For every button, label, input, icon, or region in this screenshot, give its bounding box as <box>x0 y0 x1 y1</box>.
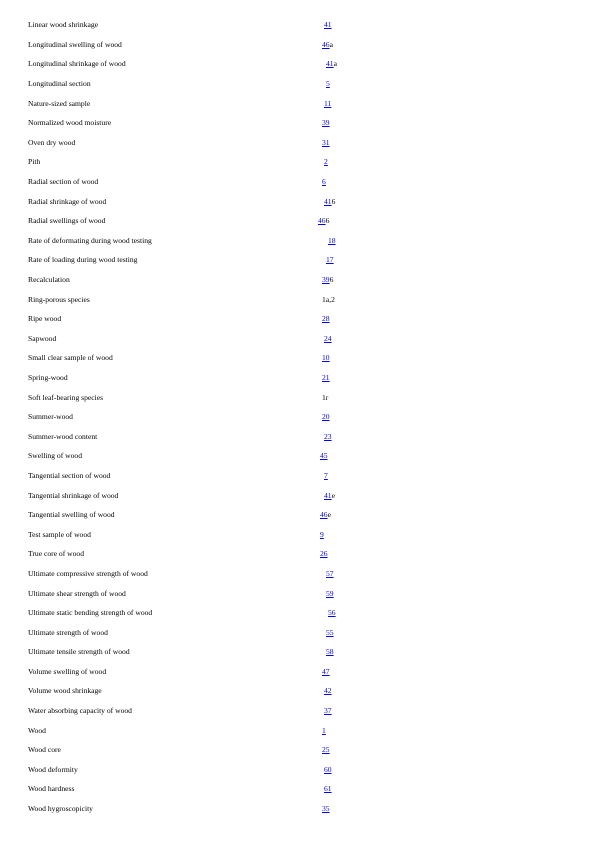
reference-link[interactable]: 46 <box>322 39 330 49</box>
index-term: Wood deformity <box>28 764 78 774</box>
index-entry <box>28 583 568 603</box>
index-term: Longitudinal shrinkage of wood <box>28 59 126 69</box>
index-reference <box>316 393 328 402</box>
reference-link[interactable]: 6 <box>322 177 326 187</box>
reference-link[interactable]: 41 <box>324 490 332 500</box>
index-term: Radial swellings of wood <box>28 216 106 226</box>
index-reference <box>316 432 332 441</box>
reference-number: 1 <box>322 392 326 402</box>
index-term: True core of wood <box>28 549 85 559</box>
index-reference <box>316 353 330 362</box>
reference-suffix: 6 <box>329 275 334 285</box>
reference-link[interactable]: 41 <box>324 20 332 30</box>
reference-link[interactable]: 35 <box>322 804 330 814</box>
reference-number: 1 <box>322 294 326 304</box>
index-entry <box>28 622 568 642</box>
index-reference <box>316 275 333 284</box>
index-entry <box>28 564 568 584</box>
index-entry <box>28 740 568 760</box>
index-term: Ripe wood <box>28 314 62 324</box>
index-term: Volume swelling of wood <box>28 666 107 676</box>
index-entry <box>28 407 568 427</box>
index-entry <box>28 54 568 74</box>
index-entry <box>28 779 568 799</box>
reference-link[interactable]: 20 <box>322 412 330 422</box>
index-term: Nature-sized sample <box>28 98 91 108</box>
index-reference <box>316 726 326 735</box>
index-term: Radial shrinkage of wood <box>28 196 107 206</box>
reference-link[interactable]: 42 <box>324 686 332 696</box>
index-entry <box>28 368 568 388</box>
index-entry <box>28 231 568 251</box>
reference-link[interactable]: 9 <box>320 529 324 539</box>
reference-link[interactable]: 61 <box>324 784 332 794</box>
index-term: Swelling of wood <box>28 451 82 461</box>
index-term: Small clear sample of wood <box>28 353 113 363</box>
index-reference <box>316 608 336 617</box>
index-term: Tangential section of wood <box>28 470 111 480</box>
index-list <box>28 15 568 818</box>
reference-link[interactable]: 46 <box>320 510 328 520</box>
index-reference <box>316 295 335 304</box>
reference-link[interactable]: 10 <box>322 353 330 363</box>
index-entry <box>28 387 568 407</box>
reference-link[interactable]: 55 <box>326 627 334 637</box>
index-reference <box>316 334 332 343</box>
reference-link[interactable]: 11 <box>324 98 332 108</box>
index-term: Linear wood shrinkage <box>28 20 99 30</box>
reference-link[interactable]: 5 <box>326 79 330 89</box>
index-term: Ultimate compressive strength of wood <box>28 568 148 578</box>
index-entry <box>28 426 568 446</box>
index-reference <box>316 745 330 754</box>
index-reference <box>316 784 332 793</box>
index-entry <box>28 211 568 231</box>
index-entry <box>28 524 568 544</box>
reference-link[interactable]: 2 <box>324 157 328 167</box>
index-entry <box>28 466 568 486</box>
index-reference <box>316 451 328 460</box>
index-reference <box>316 197 335 206</box>
index-term: Wood <box>28 725 46 735</box>
index-reference <box>316 177 326 186</box>
index-term: Summer-wood <box>28 412 73 422</box>
index-term: Pith <box>28 157 41 167</box>
index-term: Soft leaf-bearing species <box>28 392 104 402</box>
index-term: Radial section of wood <box>28 177 99 187</box>
reference-suffix: e <box>331 490 335 500</box>
reference-link[interactable]: 41 <box>324 196 332 206</box>
index-entry <box>28 603 568 623</box>
index-entry <box>28 270 568 290</box>
index-term: Tangential shrinkage of wood <box>28 490 119 500</box>
index-entry <box>28 720 568 740</box>
index-reference <box>316 138 330 147</box>
reference-link[interactable]: 46 <box>318 216 326 226</box>
index-entry <box>28 152 568 172</box>
reference-link[interactable]: 57 <box>326 568 334 578</box>
index-term: Spring-wood <box>28 372 68 382</box>
reference-link[interactable]: 18 <box>328 235 336 245</box>
index-entry <box>28 309 568 329</box>
index-reference <box>316 706 332 715</box>
index-entry <box>28 15 568 35</box>
index-term: Test sample of wood <box>28 529 91 539</box>
index-reference <box>316 647 334 656</box>
reference-link[interactable]: 37 <box>324 706 332 716</box>
reference-link[interactable]: 47 <box>322 666 330 676</box>
reference-link[interactable]: 39 <box>322 275 330 285</box>
index-entry <box>28 93 568 113</box>
reference-link[interactable]: 7 <box>324 470 328 480</box>
reference-link[interactable]: 17 <box>326 255 334 265</box>
reference-link[interactable]: 31 <box>322 137 330 147</box>
index-entry <box>28 74 568 94</box>
index-reference <box>316 667 330 676</box>
index-entry <box>28 329 568 349</box>
reference-link[interactable]: 1 <box>322 725 326 735</box>
index-reference <box>316 79 330 88</box>
index-reference <box>316 236 336 245</box>
index-reference <box>316 412 330 421</box>
index-term: Rate of deformating during wood testing <box>28 235 152 245</box>
index-term: Volume wood shrinkage <box>28 686 102 696</box>
index-reference <box>316 118 330 127</box>
reference-link[interactable]: 59 <box>326 588 334 598</box>
index-entry <box>28 35 568 55</box>
index-term: Longitudinal section <box>28 79 91 89</box>
index-entry <box>28 250 568 270</box>
index-entry <box>28 446 568 466</box>
index-reference <box>316 216 329 225</box>
index-term: Ultimate tensile strength of wood <box>28 647 130 657</box>
reference-link[interactable]: 26 <box>320 549 328 559</box>
reference-link[interactable]: 60 <box>324 764 332 774</box>
reference-link[interactable]: 45 <box>320 451 328 461</box>
reference-suffix: 6 <box>325 216 330 226</box>
index-entry <box>28 662 568 682</box>
index-entry <box>28 348 568 368</box>
index-reference <box>316 471 328 480</box>
index-entry <box>28 191 568 211</box>
index-entry <box>28 642 568 662</box>
reference-link[interactable]: 21 <box>322 372 330 382</box>
reference-link[interactable]: 25 <box>322 745 330 755</box>
index-reference <box>316 510 331 519</box>
reference-link[interactable]: 58 <box>326 647 334 657</box>
reference-suffix: e <box>327 510 331 520</box>
reference-link[interactable]: 28 <box>322 314 330 324</box>
index-entry <box>28 289 568 309</box>
index-term: Wood hygroscopicity <box>28 804 93 814</box>
index-entry <box>28 544 568 564</box>
reference-suffix: a,2 <box>325 294 335 304</box>
reference-link[interactable]: 41 <box>326 59 334 69</box>
index-reference <box>316 20 332 29</box>
index-term: Summer-wood content <box>28 431 98 441</box>
index-entry <box>28 799 568 819</box>
index-term: Wood core <box>28 745 61 755</box>
index-entry <box>28 485 568 505</box>
index-entry <box>28 505 568 525</box>
index-term: Water absorbing capacity of wood <box>28 706 132 716</box>
index-entry <box>28 113 568 133</box>
index-reference <box>316 569 334 578</box>
index-term: Tangential swelling of wood <box>28 510 115 520</box>
index-term: Ultimate static bending strength of wood <box>28 608 153 618</box>
index-reference <box>316 255 334 264</box>
index-reference <box>316 59 337 68</box>
index-entry <box>28 701 568 721</box>
reference-link[interactable]: 39 <box>322 118 330 128</box>
index-reference <box>316 314 330 323</box>
reference-suffix: a <box>333 59 337 69</box>
index-reference <box>316 549 328 558</box>
index-reference <box>316 373 330 382</box>
index-reference <box>316 530 324 539</box>
index-reference <box>316 99 331 108</box>
reference-link[interactable]: 24 <box>324 333 332 343</box>
reference-link[interactable]: 56 <box>328 608 336 618</box>
index-reference <box>316 765 332 774</box>
index-reference <box>316 804 330 813</box>
index-entry <box>28 172 568 192</box>
index-entry <box>28 760 568 780</box>
index-term: Rate of loading during wood testing <box>28 255 138 265</box>
index-term: Oven dry wood <box>28 137 76 147</box>
index-reference <box>316 589 334 598</box>
reference-suffix: 6 <box>331 196 336 206</box>
reference-link[interactable]: 23 <box>324 431 332 441</box>
index-term: Normalized wood moisture <box>28 118 112 128</box>
index-reference <box>316 686 332 695</box>
index-entry <box>28 133 568 153</box>
index-term: Ring-porous species <box>28 294 90 304</box>
index-reference <box>316 157 328 166</box>
index-entry <box>28 681 568 701</box>
index-term: Recalculation <box>28 275 70 285</box>
index-reference <box>316 40 333 49</box>
index-term: Ultimate shear strength of wood <box>28 588 126 598</box>
index-term: Wood hardness <box>28 784 75 794</box>
index-term: Sapwood <box>28 333 57 343</box>
reference-suffix: a <box>329 39 333 49</box>
index-reference <box>316 491 335 500</box>
reference-suffix: r <box>325 392 329 402</box>
index-term: Ultimate strength of wood <box>28 627 108 637</box>
index-reference <box>316 628 334 637</box>
index-term: Longitudinal swelling of wood <box>28 39 122 49</box>
